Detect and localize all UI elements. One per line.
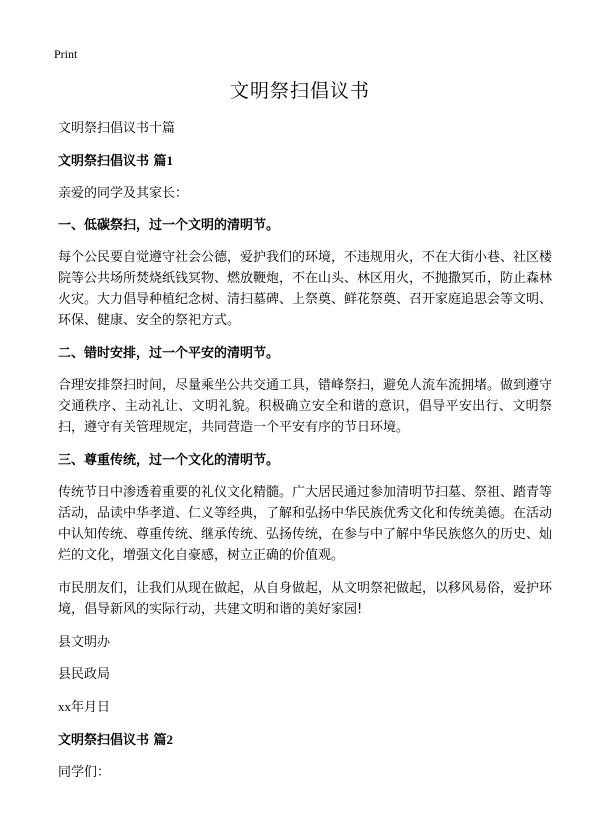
piece-1-heading [58,150,552,172]
closing-paragraph: 市民朋友们，让我们从现在做起，从自身做起，从文明祭祀做起，以移风易俗，爱护环境，倡导新风的实际行动，共建文明和谐的美好家园! [58,581,553,617]
document-body [58,118,552,794]
date-suffix: 年月日 [71,700,111,715]
signature-date [58,696,552,718]
page-title: 文明祭扫倡议书 [229,80,370,102]
piece-2-heading [58,729,552,751]
section-1-heading: 一、低碳祭扫，过一个文明的清明节。 [58,218,280,233]
section-1-body: 每个公民要自觉遵守社会公德，爱护我们的环境，不违规用火，不在大街小巷、社区楼院等公共场所焚烧纸钱冥物、燃放鞭炮，不在山头、林区用火，不抛撒冥币，防止森林火灾。大力倡导种植纪念树、清扫墓碑、上祭奠、鲜花祭奠、召开家庭追思会等文明、环保、健康、安全的祭祀方式。 [58,250,553,328]
piece-1-number: 篇1 [153,153,174,168]
print-label: Print [54,47,78,61]
section-2-heading: 二、错时安排，过一个平安的清明节。 [58,346,280,361]
signer-civil-affairs-bureau: 县民政局 [58,667,111,682]
section-3-body: 传统节日中渗透着重要的礼仪文化精髓。广大居民通过参加清明节扫墓、祭祖、踏青等活动，品读中华孝道、仁义等经典，了解和弘扬中华民族优秀文化和传统美德。在活动中认知传统、尊重传统、继承传统、弘扬传统，在参与中了解中华民族悠久的历史、灿烂的文化，增强文化自豪感，树立正确的价值观。 [58,485,553,563]
document-subtitle: 文明祭扫倡议书十篇 [58,121,176,136]
piece-1-salutation: 亲爱的同学及其家长： [58,186,189,201]
section-3-heading: 三、尊重传统，过一个文化的清明节。 [58,453,280,468]
piece-2-heading-text: 文明祭扫倡议书 [58,733,150,748]
piece-2-number: 篇2 [153,732,174,747]
piece-2-salutation: 同学们： [58,765,111,780]
piece-1-heading-text: 文明祭扫倡议书 [58,154,150,169]
section-2-body: 合理安排祭扫时间，尽量乘坐公共交通工具，错峰祭扫，避免人流车流拥堵。做到遵守交通秩序、主动礼让、文明礼貌。积极确立安全和谐的意识，倡导平安出行、文明祭扫，遵守有关管理规定，共同营造一个平安有序的节日环境。 [58,378,553,435]
signer-civilization-office: 县文明办 [58,635,111,650]
date-placeholder: xx [58,699,71,714]
